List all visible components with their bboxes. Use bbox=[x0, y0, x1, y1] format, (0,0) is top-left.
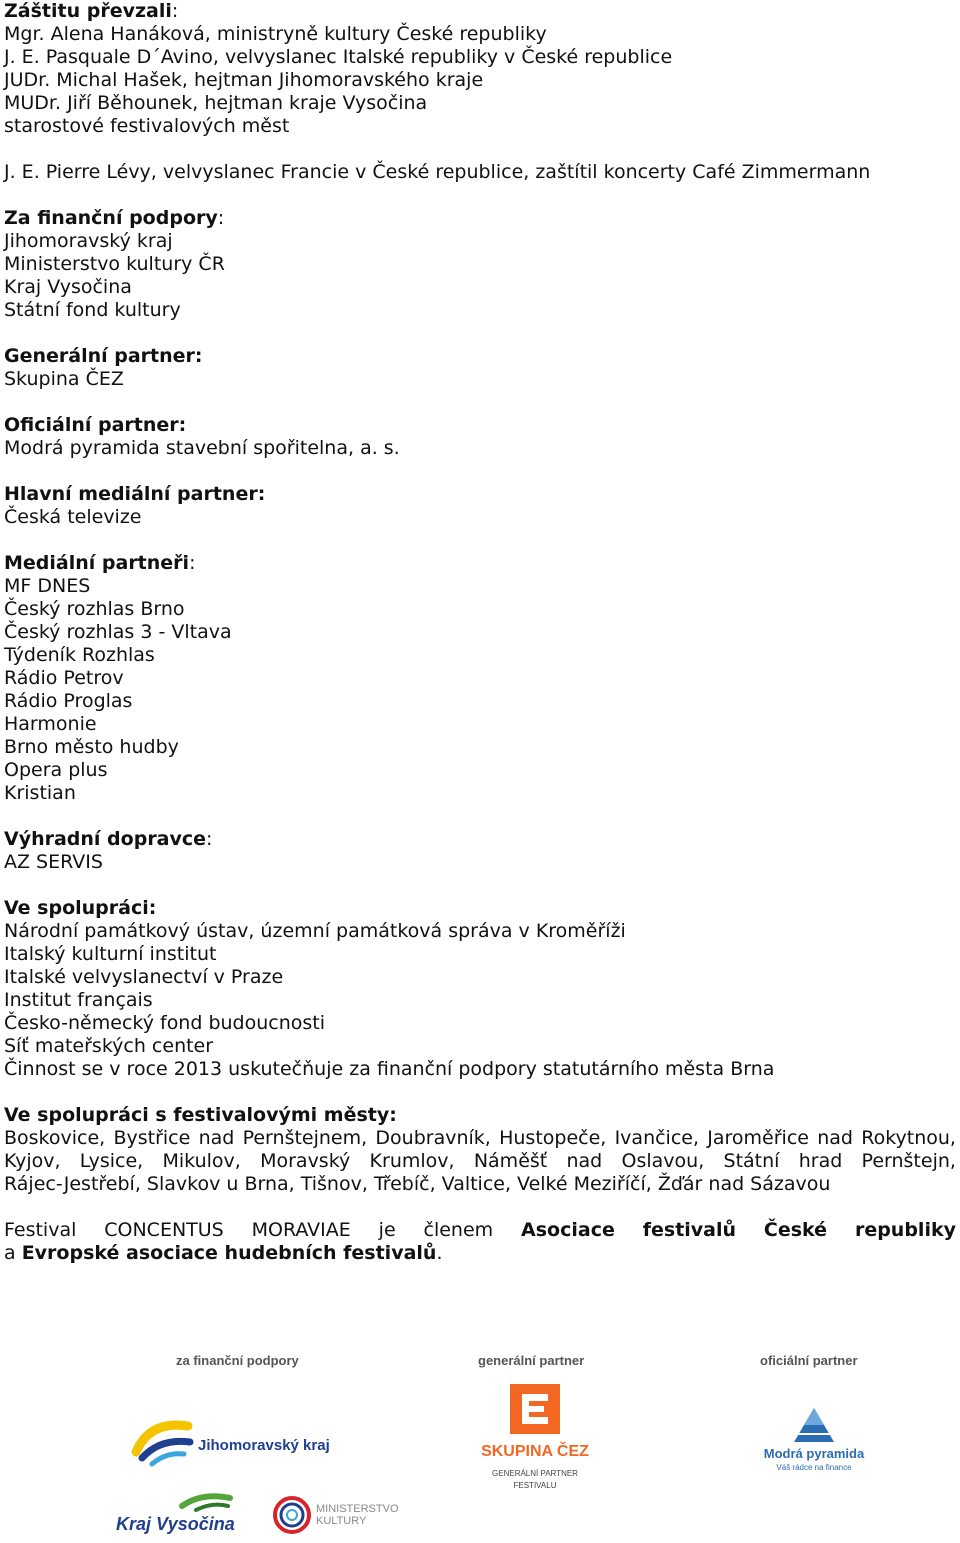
kraj-vysocina-logo bbox=[112, 1490, 242, 1540]
festival-line-2: a Evropské asociace hudebních festivalů. bbox=[4, 1242, 443, 1264]
medialni-line: Rádio Proglas bbox=[4, 690, 133, 712]
jmk-text: Jihomoravský kraj bbox=[198, 1437, 330, 1454]
vysocina-text: Kraj Vysočina bbox=[116, 1514, 235, 1534]
financni-line: Jihomoravský kraj bbox=[4, 230, 173, 252]
zastitu-heading: Záštitu převzali: bbox=[4, 0, 179, 22]
spoluprace-line: Česko-německý fond budoucnosti bbox=[4, 1012, 326, 1034]
spoluprace-line: Národní památkový ústav, územní památková správa v Kroměříži bbox=[4, 920, 626, 942]
financni-line: Kraj Vysočina bbox=[4, 276, 132, 298]
cez-sub-2: FESTIVALU bbox=[513, 1481, 557, 1490]
oficialni-line: Modrá pyramida stavební spořitelna, a. s. bbox=[4, 437, 400, 459]
zastitu-line: Mgr. Alena Hanáková, ministryně kultury České republiky bbox=[4, 23, 547, 45]
oficialni-heading: Oficiální partner: bbox=[4, 414, 187, 436]
spoluprace-line: Činnost se v roce 2013 uskutečňuje za finanční podpory statutárního města Brna bbox=[4, 1058, 775, 1080]
medialni-line: Opera plus bbox=[4, 759, 108, 781]
label-oficialni: oficiální partner bbox=[760, 1353, 858, 1368]
jihomoravsky-kraj-logo bbox=[130, 1412, 350, 1472]
zastitu-line: JUDr. Michal Hašek, hejtman Jihomoravského kraje bbox=[4, 69, 484, 91]
ministerstvo-kultury-logo bbox=[270, 1490, 410, 1540]
mp-sub: Váš rádce na finance bbox=[776, 1463, 852, 1472]
spoluprace-line: Italský kulturní institut bbox=[4, 943, 217, 965]
zastitu-line: starostové festivalových měst bbox=[4, 115, 290, 137]
hlavni-medialni-line: Česká televize bbox=[4, 506, 142, 528]
mesta-line-2: Kyjov, Lysice, Mikulov, Moravský Krumlov, Náměšť nad Oslavou, Státní hrad Pernštejn, bbox=[4, 1150, 956, 1172]
mesta-line-3: Rájec-Jestřebí, Slavkov u Brna, Tišnov, Třebíč, Valtice, Velké Meziříčí, Žďár nad Sázavou bbox=[4, 1173, 831, 1195]
mesta-heading: Ve spolupráci s festivalovými městy: bbox=[4, 1104, 397, 1126]
financni-heading: Za finanční podpory: bbox=[4, 207, 225, 229]
spoluprace-line: Italské velvyslanectví v Praze bbox=[4, 966, 284, 988]
medialni-line: Brno město hudby bbox=[4, 736, 179, 758]
medialni-line: Kristian bbox=[4, 782, 76, 804]
mp-text: Modrá pyramida bbox=[763, 1446, 865, 1461]
festival-line-1: Festival CONCENTUS MORAVIAE je členem Asociace festivalů České republiky bbox=[4, 1219, 956, 1241]
skupina-cez-logo bbox=[470, 1380, 600, 1500]
mesta-line-1: Boskovice, Bystřice nad Pernštejnem, Doubravník, Hustopeče, Ivančice, Jaroměřice nad Rokytnou, bbox=[4, 1127, 956, 1149]
generalni-line: Skupina ČEZ bbox=[4, 368, 124, 390]
dopravce-heading: Výhradní dopravce: bbox=[4, 828, 213, 850]
financni-line: Státní fond kultury bbox=[4, 299, 181, 321]
spoluprace-line: Institut français bbox=[4, 989, 153, 1011]
financni-line: Ministerstvo kultury ČR bbox=[4, 253, 225, 275]
label-financni: za finanční podpory bbox=[176, 1353, 299, 1368]
modra-pyramida-logo bbox=[752, 1404, 882, 1474]
spoluprace-line: Síť mateřských center bbox=[4, 1035, 214, 1057]
zastitu-extra: J. E. Pierre Lévy, velvyslanec Francie v České republice, zaštítil koncerty Café Zimmermann bbox=[4, 161, 871, 183]
cez-text: SKUPINA ČEZ bbox=[481, 1443, 589, 1460]
medialni-line: Český rozhlas Brno bbox=[4, 598, 185, 620]
document-body bbox=[4, 0, 956, 1265]
medialni-heading: Mediální partneři: bbox=[4, 552, 196, 574]
cez-sub-1: GENERÁLNÍ PARTNER bbox=[492, 1469, 578, 1478]
zastitu-line: MUDr. Jiří Běhounek, hejtman kraje Vysočina bbox=[4, 92, 428, 114]
hlavni-medialni-heading: Hlavní mediální partner: bbox=[4, 483, 266, 505]
medialni-line: Český rozhlas 3 - Vltava bbox=[4, 621, 232, 643]
medialni-line: Rádio Petrov bbox=[4, 667, 124, 689]
medialni-line: Týdeník Rozhlas bbox=[4, 644, 155, 666]
zastitu-line: J. E. Pasquale D´Avino, velvyslanec Italské republiky v České republice bbox=[4, 46, 673, 68]
mk-text-1: MINISTERSTVO bbox=[316, 1503, 399, 1515]
partner-logos bbox=[0, 1340, 960, 1543]
mk-text-2: KULTURY bbox=[316, 1515, 367, 1527]
medialni-line: MF DNES bbox=[4, 575, 91, 597]
generalni-heading: Generální partner: bbox=[4, 345, 203, 367]
label-generalni: generální partner bbox=[478, 1353, 585, 1368]
medialni-line: Harmonie bbox=[4, 713, 97, 735]
spoluprace-heading: Ve spolupráci: bbox=[4, 897, 157, 919]
dopravce-line: AZ SERVIS bbox=[4, 851, 103, 873]
